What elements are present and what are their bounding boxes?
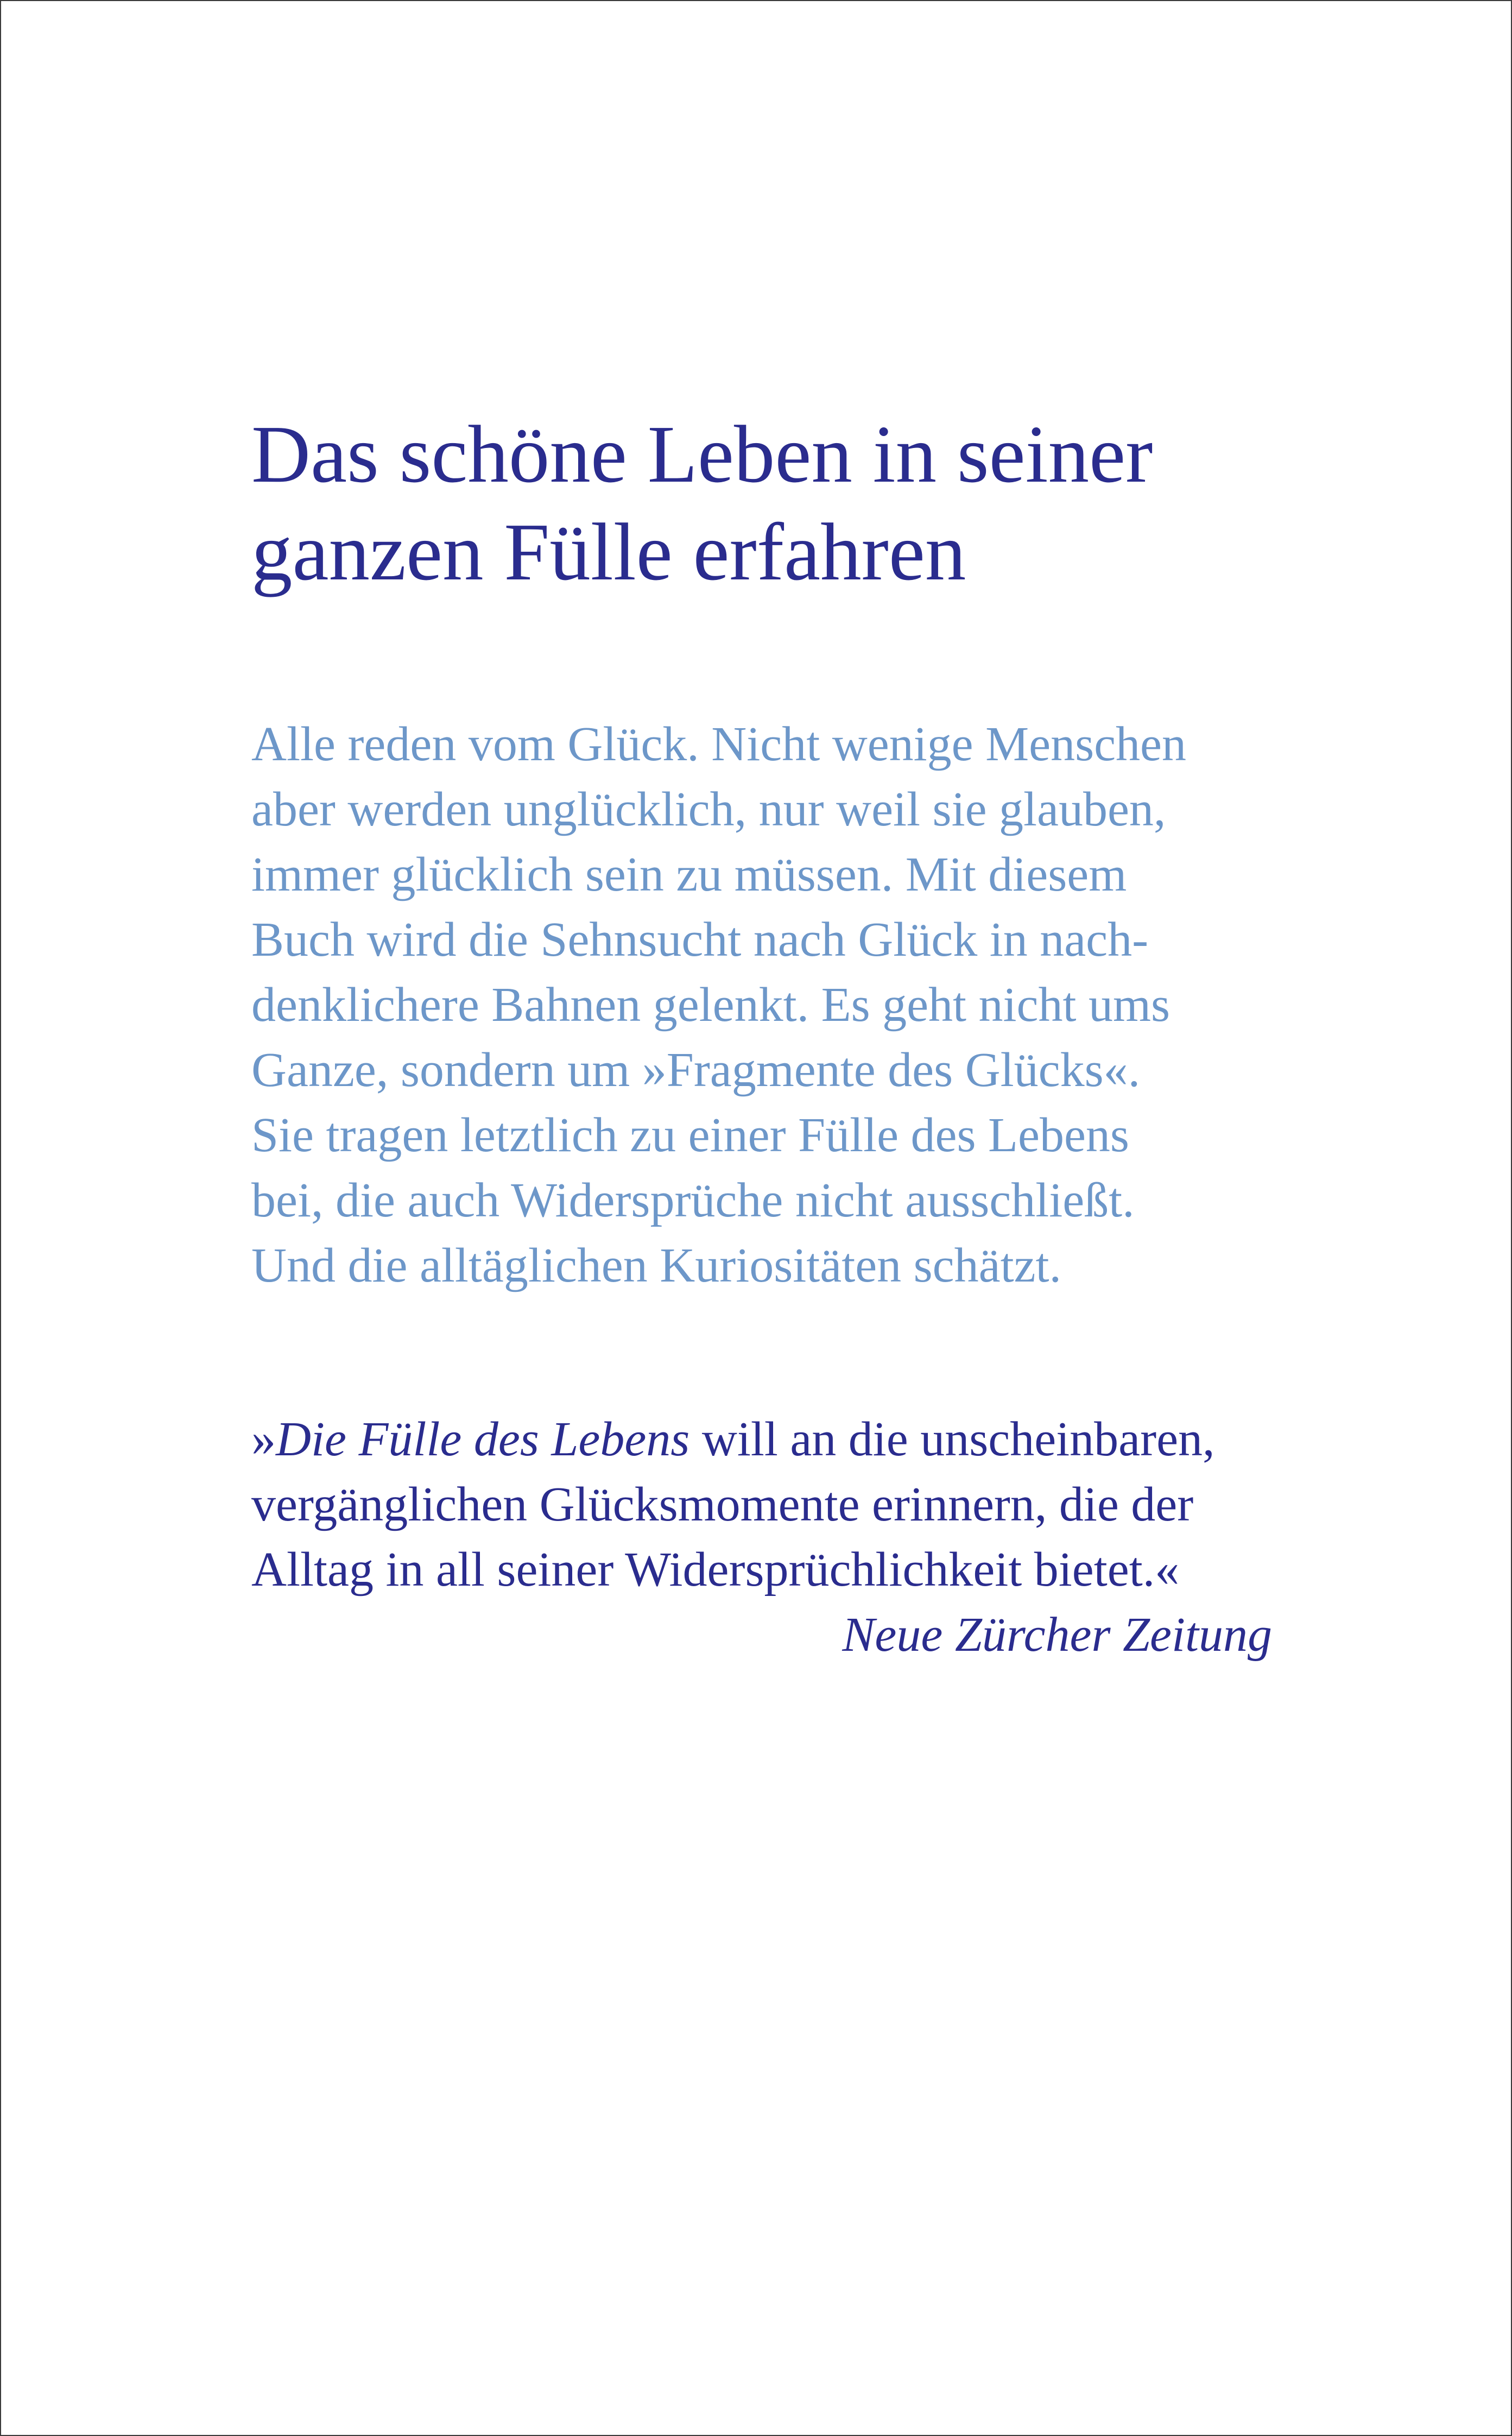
blurb-line-9: Und die alltäglichen Kuriositäten schätzt. [251,1239,1062,1292]
blurb-line-2: aber werden unglücklich, nur weil sie glauben, [251,782,1166,836]
blurb-paragraph [251,712,1337,1298]
blurb-line-7: Sie tragen letztlich zu einer Fülle des Lebens [251,1108,1129,1162]
quote-source: Neue Zürcher Zeitung [842,1608,1272,1662]
blurb-line-6: Ganze, sondern um »Fragmente des Glücks«. [251,1043,1141,1097]
quote-line-2: vergänglichen Glücksmomente erinnern, die der [251,1478,1194,1531]
quote-line-1 [251,1407,1272,1472]
blurb-line-3: immer glücklich sein zu müssen. Mit diesem [251,848,1127,901]
blurb-line-8: bei, die auch Widersprüche nicht ausschließt. [251,1173,1135,1227]
headline [251,405,1337,601]
blurb-line-5: denklichere Bahnen gelenkt. Es geht nicht ums [251,978,1171,1032]
quote-line-3: Alltag in all seiner Widersprüchlichkeit bietet.« [251,1543,1180,1596]
blurb-line-4: Buch wird die Sehnsucht nach Glück in nach- [251,913,1149,967]
headline-line-1: Das schöne Leben in seiner [251,408,1153,500]
blurb-line-1: Alle reden vom Glück. Nicht wenige Menschen [251,717,1186,771]
quote-book-title: Die Fülle des Lebens [276,1412,690,1466]
quote-open-mark: » [251,1412,276,1466]
press-quote [251,1407,1272,1668]
quote-line-1-rest: will an die unscheinbaren, [689,1412,1215,1466]
headline-line-2: ganzen Fülle erfahren [251,506,966,597]
